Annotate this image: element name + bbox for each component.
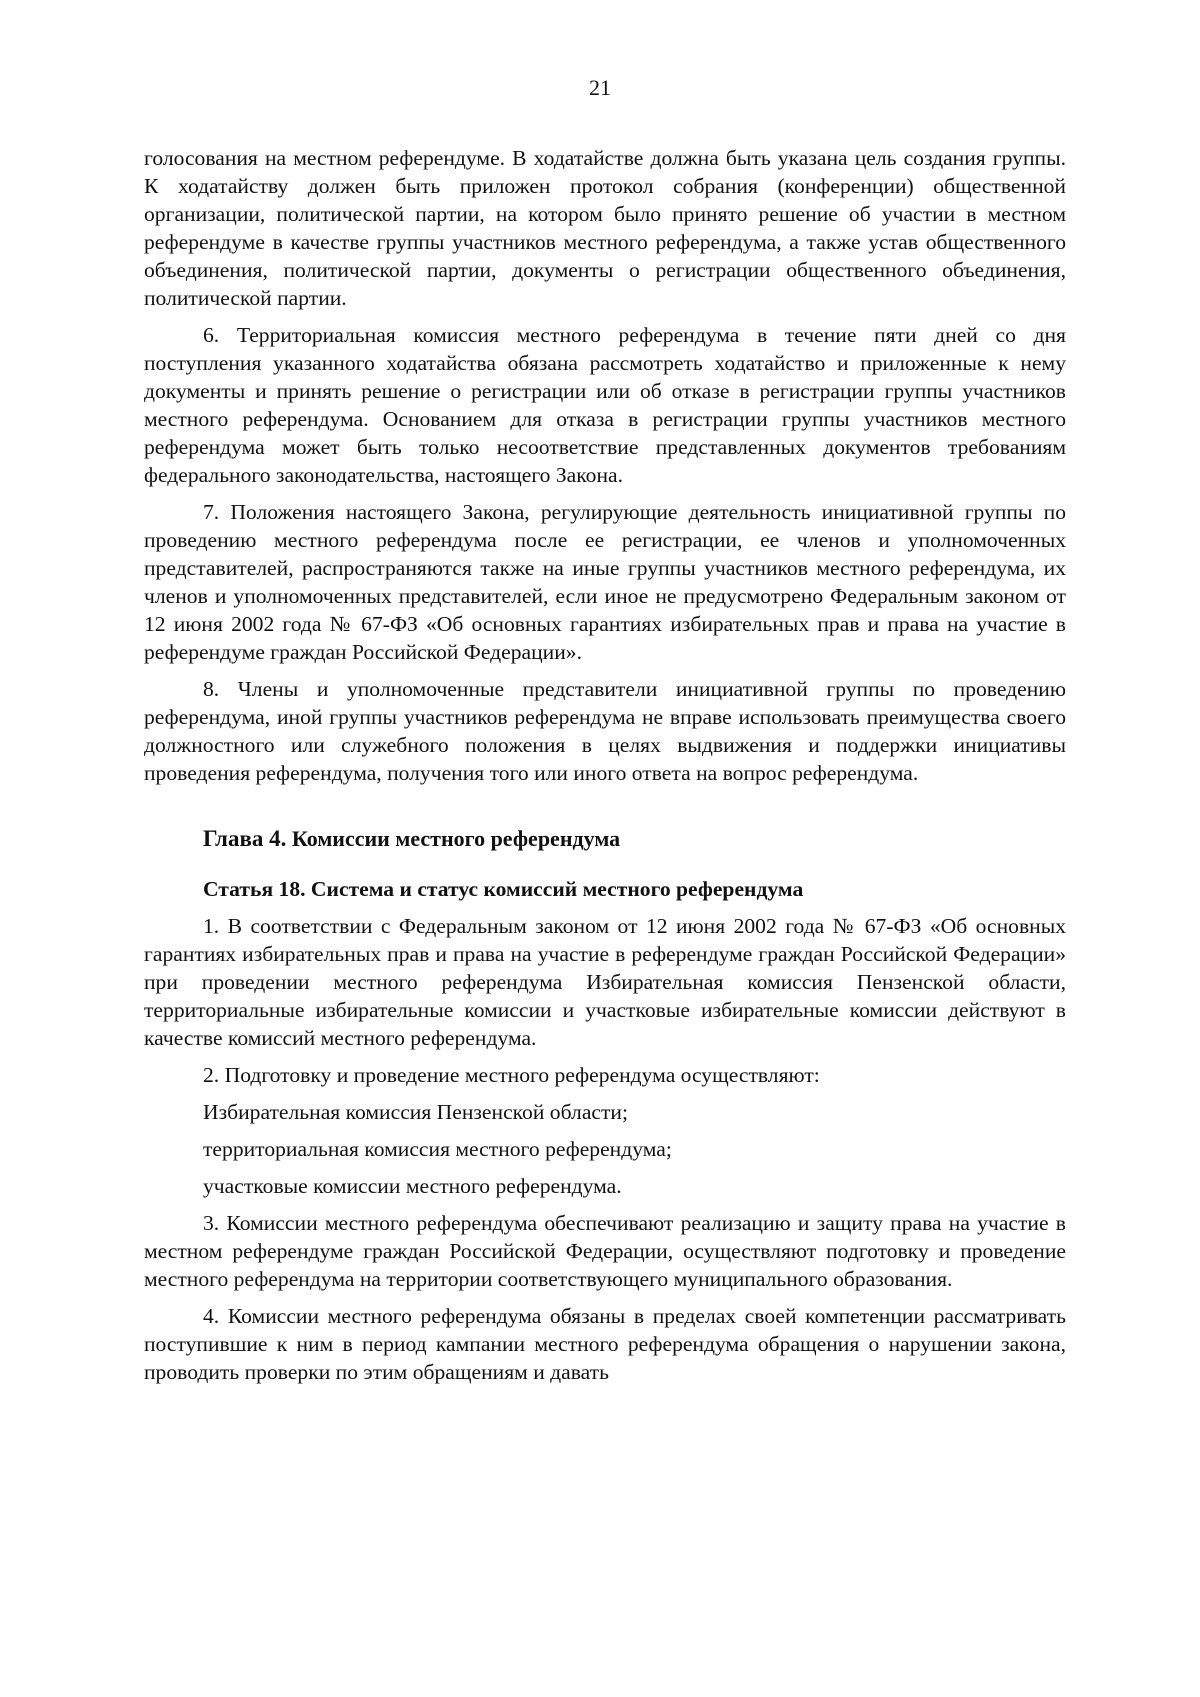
- page-number: 21: [589, 75, 611, 100]
- article-paragraph-3: 3. Комиссии местного референдума обеспечивают реализацию и защиту права на участие в местном референдуме граждан Российской Федерации, осуществляют подготовку и проведение местного референдума на территории соответствующего муниципального образования.: [144, 1211, 1066, 1291]
- article-paragraph-4: 4. Комиссии местного референдума обязаны в пределах своей компетенции рассматривать поступившие к ним в период кампании местного референдума обращения о нарушении закона, проводить проверки по этим обращениям и давать: [144, 1304, 1066, 1384]
- article-paragraph-1: 1. В соответствии с Федеральным законом от 12 июня 2002 года № 67-ФЗ «Об основных гарантиях избирательных прав и права на участие в референдуме граждан Российской Федерации» при проведении местного референдума Избирательная комиссия Пензенской области, территориальные избирательные комиссии и участковые избирательные комиссии действуют в качестве комиссий местного референдума.: [144, 914, 1066, 1050]
- paragraph-continuation: голосования на местном референдуме. В ходатайстве должна быть указана цель создания группы. К ходатайству должен быть приложен протокол собрания (конференции) общественной организации, политической партии, на котором было принято решение об участии в местном референдуме в качестве группы участников местного референдума, а также устав общественного объединения, политической партии, документы о регистрации общественного объединения, политической партии.: [144, 146, 1066, 310]
- paragraph-7: 7. Положения настоящего Закона, регулирующие деятельность инициативной группы по проведению местного референдума после ее регистрации, ее членов и уполномоченных представителей, распространяются также на иные группы участников местного референдума, их членов и уполномоченных представителей, если иное не предусмотрено Федеральным законом от 12 июня 2002 года № 67-ФЗ «Об основных гарантиях избирательных прав и права на участие в референдуме граждан Российской Федерации».: [144, 500, 1066, 664]
- paragraph-8: 8. Члены и уполномоченные представители инициативной группы по проведению референдума, иной группы участников референдума не вправе использовать преимущества своего должностного или служебного положения в целях выдвижения и поддержки инициативы проведения референдума, получения того или иного ответа на вопрос референдума.: [144, 677, 1066, 785]
- chapter-heading: [144, 825, 1066, 853]
- article-heading: Статья 18. Система и статус комиссий местного референдума: [203, 877, 804, 901]
- paragraph-6: 6. Территориальная комиссия местного референдума в течение пяти дней со дня поступления указанного ходатайства обязана рассмотреть ходатайство и приложенные к нему документы и принять решение о регистрации или об отказе в регистрации группы участников местного референдума. Основанием для отказа в регистрации группы участников местного референдума может быть только несоответствие представленных документов требованиям федерального законодательства, настоящего Закона.: [144, 323, 1066, 487]
- document-body: [144, 144, 1066, 1395]
- chapter-title: Комиссии местного референдума: [291, 826, 621, 851]
- article-paragraph-2: 2. Подготовку и проведение местного референдума осуществляют:: [203, 1063, 820, 1087]
- list-item-3: участковые комиссии местного референдума.: [203, 1174, 622, 1198]
- chapter-prefix: Глава 4.: [203, 826, 287, 851]
- list-item-1: Избирательная комиссия Пензенской области;: [203, 1100, 628, 1124]
- list-item-2: территориальная комиссия местного референдума;: [203, 1137, 672, 1161]
